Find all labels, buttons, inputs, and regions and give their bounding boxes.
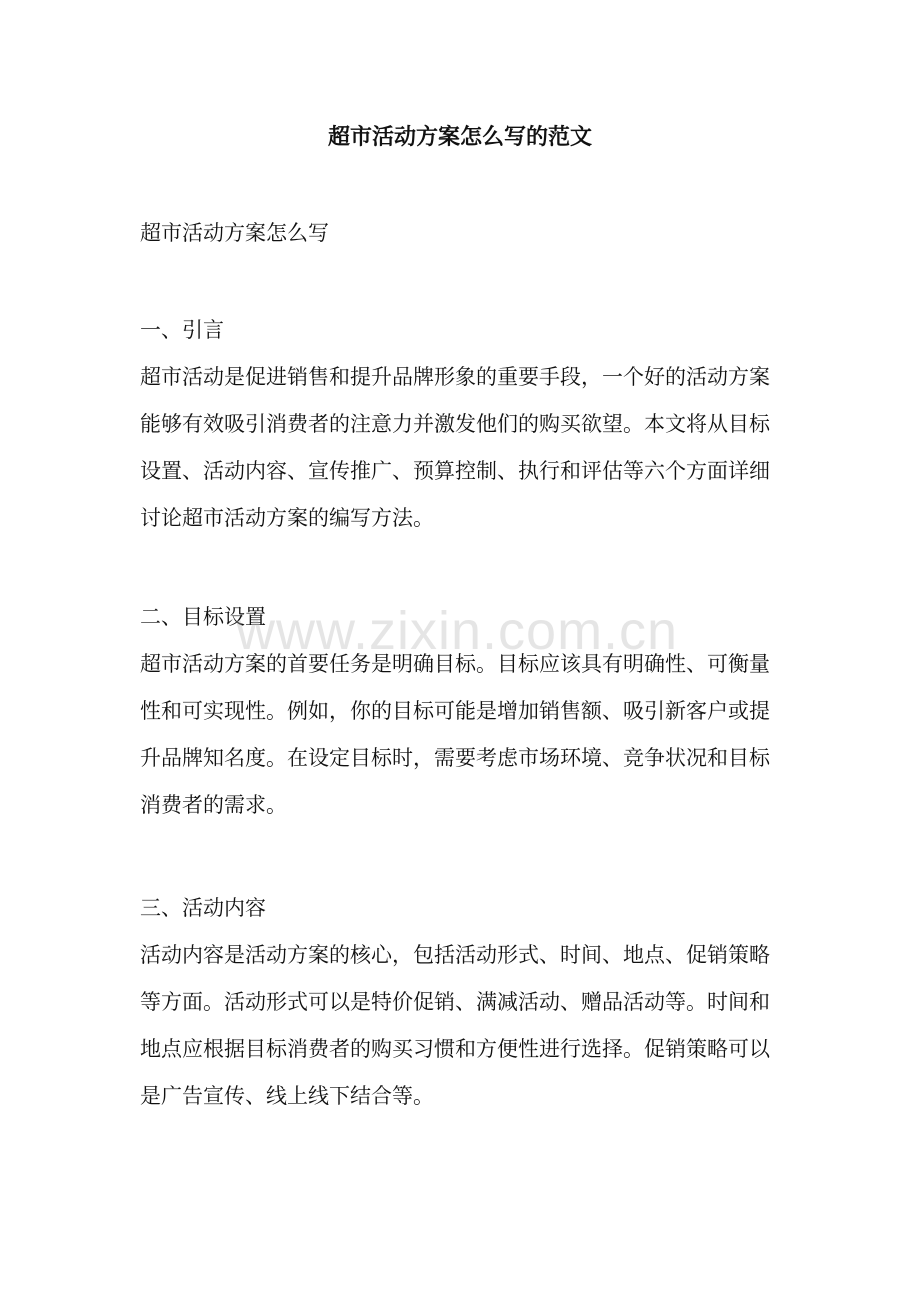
paragraph-line: 能够有效吸引消费者的注意力并激发他们的购买欲望。本文将从目标 (140, 412, 770, 436)
document-title: 超市活动方案怎么写的范文 (327, 124, 592, 150)
section-heading: 三、活动内容 (140, 896, 266, 920)
paragraph-line: 讨论超市活动方案的编写方法。 (140, 506, 434, 530)
subtitle-text: 超市活动方案怎么写 (140, 221, 329, 245)
paragraph-line: 超市活动方案的首要任务是明确目标。目标应该具有明确性、可衡量 (140, 652, 770, 676)
paragraph-line: 等方面。活动形式可以是特价促销、满减活动、赠品活动等。时间和 (140, 990, 770, 1014)
paragraph-line: 活动内容是活动方案的核心，包括活动形式、时间、地点、促销策略 (140, 943, 770, 967)
paragraph-line: 地点应根据目标消费者的购买习惯和方便性进行选择。促销策略可以 (140, 1037, 770, 1061)
section-goal-setting (140, 594, 785, 829)
section-heading: 二、目标设置 (140, 605, 266, 629)
section-activity-content (140, 885, 785, 1120)
document-subtitle (140, 210, 785, 257)
paragraph-line: 设置、活动内容、宣传推广、预算控制、执行和评估等六个方面详细 (140, 459, 770, 483)
paragraph-line: 性和可实现性。例如，你的目标可能是增加销售额、吸引新客户或提 (140, 699, 770, 723)
paragraph-line: 消费者的需求。 (140, 793, 287, 817)
paragraph-line: 超市活动是促进销售和提升品牌形象的重要手段，一个好的活动方案 (140, 365, 770, 389)
paragraph-line: 是广告宣传、线上线下结合等。 (140, 1084, 434, 1108)
section-introduction (140, 307, 785, 542)
watermark: www.zixin.com.cn (236, 601, 679, 661)
section-heading: 一、引言 (140, 318, 224, 342)
paragraph-line: 升品牌知名度。在设定目标时，需要考虑市场环境、竞争状况和目标 (140, 746, 770, 770)
